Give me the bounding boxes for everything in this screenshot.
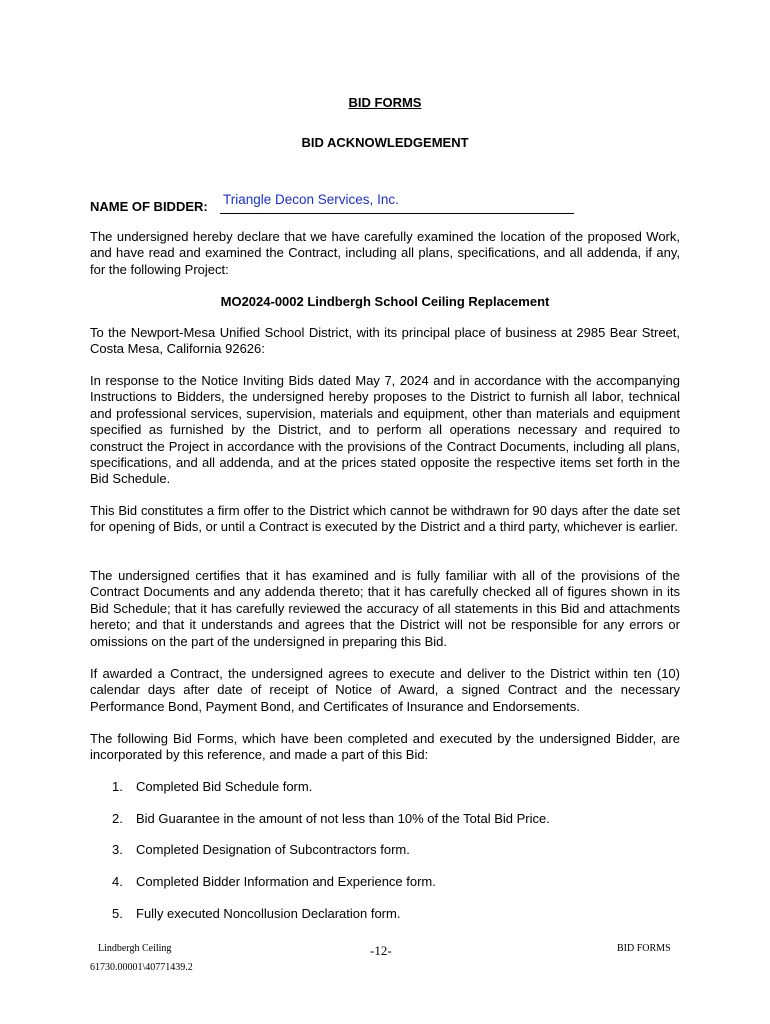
bid-forms-paragraph: The following Bid Forms, which have been completed and executed by the undersigned Bidder, are incorporated by this reference, and made a part of this Bid:	[90, 731, 680, 763]
page-number: -12-	[370, 943, 392, 958]
list-item-text: Completed Bidder Information and Experience form.	[136, 874, 436, 889]
list-item	[112, 779, 312, 794]
list-item-text: Completed Designation of Subcontractors form.	[136, 842, 410, 857]
list-item-number: 3.	[112, 842, 123, 857]
award-paragraph: If awarded a Contract, the undersigned agrees to execute and deliver to the District within ten (10) calendar days after date of receipt of Notice of Award, a signed Contract and the necessary Performance Bond, Payment Bond, and Certificates of Insurance and Endorsements.	[90, 666, 680, 714]
list-item	[112, 874, 436, 889]
district-paragraph: To the Newport-Mesa Unified School District, with its principal place of business at 2985 Bear Street, Costa Mesa, California 92626:	[90, 325, 680, 357]
bidder-label: NAME OF BIDDER:	[90, 199, 208, 214]
intro-paragraph: The undersigned hereby declare that we have carefully examined the location of the proposed Work, and have read and examined the Contract, including all plans, specifications, and all addenda, if any, for the following Project:	[90, 229, 680, 277]
bidder-value[interactable]: Triangle Decon Services, Inc.	[223, 192, 399, 207]
section-heading: BID ACKNOWLEDGEMENT	[301, 135, 469, 150]
certification-paragraph: The undersigned certifies that it has examined and is fully familiar with all of the provisions of the Contract Documents and any addenda thereto; that it has carefully checked all of figures shown in its Bid Schedule; that it has carefully reviewed the accuracy of all statements in this Bid and attachments hereto; and that it understands and agrees that the District will not be responsible for any errors or omissions on the part of the undersigned in preparing this Bid.	[90, 568, 680, 649]
document-title: BID FORMS	[348, 95, 422, 110]
response-paragraph: In response to the Notice Inviting Bids dated May 7, 2024 and in accordance with the accompanying Instructions to Bidders, the undersigned hereby proposes to the District to furnish all labor, technical and professional services, supervision, materials and equipment, other than materials and equipment specified as furnished by the District, and to perform all operations necessary and required to construct the Project in accordance with the provisions of the Contract Documents, including all plans, specifications, and all addenda, and at the prices stated opposite the respective items set forth in the Bid Schedule.	[90, 373, 680, 487]
list-item	[112, 842, 410, 857]
footer-project: Lindbergh Ceiling	[98, 943, 172, 954]
list-item-number: 5.	[112, 906, 123, 921]
document-id: 61730.00001\40771439.2	[90, 962, 193, 973]
footer-section: BID FORMS	[617, 943, 671, 954]
list-item-number: 1.	[112, 779, 123, 794]
bidder-name-field[interactable]	[90, 190, 690, 220]
list-item	[112, 811, 550, 826]
list-item-text: Fully executed Noncollusion Declaration form.	[136, 906, 401, 921]
list-item	[112, 906, 400, 921]
list-item-text: Completed Bid Schedule form.	[136, 779, 313, 794]
bidder-underline	[220, 213, 574, 214]
list-item-text: Bid Guarantee in the amount of not less than 10% of the Total Bid Price.	[136, 811, 550, 826]
firm-offer-paragraph: This Bid constitutes a firm offer to the District which cannot be withdrawn for 90 days after the date set for opening of Bids, or until a Contract is executed by the District and a third party, whichever is earlier.	[90, 503, 680, 535]
list-item-number: 2.	[112, 811, 123, 826]
list-item-number: 4.	[112, 874, 123, 889]
project-name: MO2024-0002 Lindbergh School Ceiling Replacement	[220, 294, 550, 309]
